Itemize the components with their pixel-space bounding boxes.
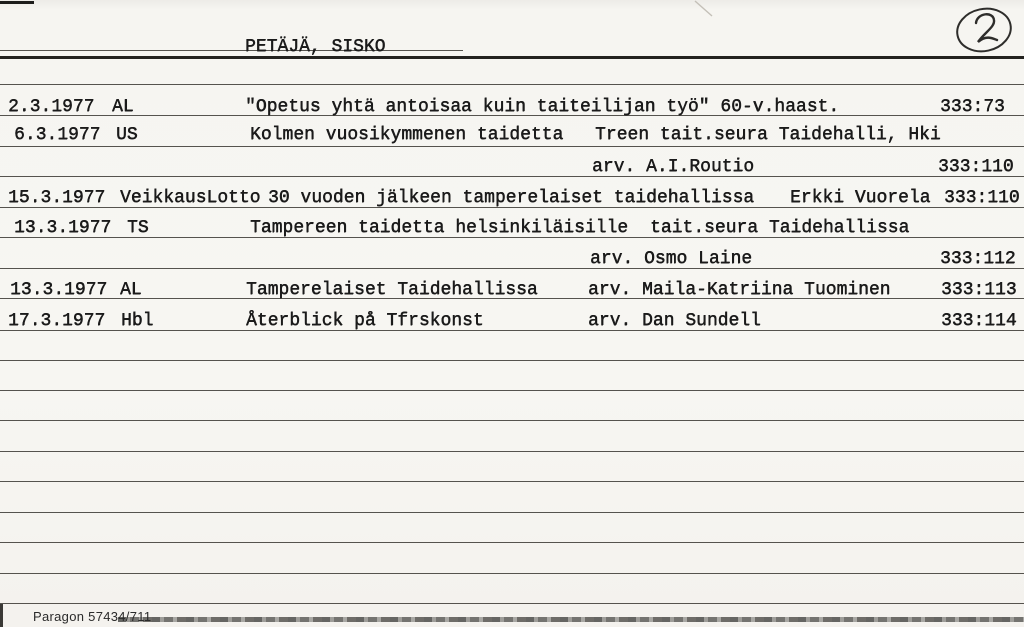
entry-reviewer: arv. Osmo Laine [590,249,753,269]
ruled-line [0,330,1024,331]
ruled-line [0,268,1024,269]
ruled-line [0,542,1024,543]
entry-author: Erkki Vuorela [790,188,931,208]
entry-source: Hbl [121,311,154,331]
entry-ref: 333:73 [940,97,1005,117]
entry-ref: 333:110 [938,157,1014,177]
handwritten-digit-2 [976,14,997,42]
ruled-line [0,603,1024,604]
handwritten-page-marker [948,2,1022,60]
ruled-line [0,390,1024,391]
ruled-line [0,573,1024,574]
entry-source: US [116,125,138,145]
entry-date: 13.3.1977 [14,218,112,238]
entry-reviewer: arv. A.I.Routio [592,157,755,177]
entry-venue: tait.seura Taidehallissa [650,218,910,238]
ruled-line [0,451,1024,452]
entry-date: 17.3.1977 [8,311,106,331]
ruled-line [0,420,1024,421]
entry-date: 6.3.1977 [14,125,101,145]
ruled-line [0,146,1024,147]
ruled-line [0,176,1024,177]
ruled-line [0,481,1024,482]
entry-title: Tamperelaiset Taidehallissa [246,280,538,300]
ruled-line [0,84,1024,85]
entry-date: 15.3.1977 [8,188,106,208]
entry-ref: 333:112 [940,249,1016,269]
ruled-line [0,56,1024,59]
card-header-name: PETÄJÄ, SISKO [245,37,386,57]
entry-source: AL [112,97,134,117]
entry-title: Återblick på Tfrskonst [246,311,484,331]
entry-venue: Treen tait.seura Taidehalli, Hki [595,125,941,145]
entry-title: Kolmen vuosikymmenen taidetta [250,125,564,145]
entry-reviewer: arv. Maila-Katriina Tuominen [588,280,891,300]
ruled-line [0,360,1024,361]
entry-reviewer: arv. Dan Sundell [588,311,761,331]
entry-date: 2.3.1977 [8,97,95,117]
entry-ref: 333:110 [944,188,1020,208]
entry-title: 30 vuoden jälkeen tamperelaiset taidehallissa [268,188,755,208]
scan-edge-mark [0,1,34,4]
entry-ref: 333:114 [941,311,1017,331]
entry-title: Tampereen taidetta helsinkiläisille [250,218,629,238]
pen-scratch-mark [693,0,715,17]
ruled-line [0,50,463,51]
entry-source: AL [120,280,142,300]
entry-source: TS [127,218,149,238]
ruled-line [0,512,1024,513]
entry-source: VeikkausLotto [120,188,261,208]
card-brand-imprint: Paragon 57434/711 [33,609,152,624]
entry-date: 13.3.1977 [10,280,108,300]
entry-title: "Opetus yhtä antoisaa kuin taiteilijan työ" 60-v.haast. [245,97,840,117]
scan-edge-strip [118,617,1024,622]
scan-edge-mark [0,604,3,627]
entry-ref: 333:113 [941,280,1017,300]
